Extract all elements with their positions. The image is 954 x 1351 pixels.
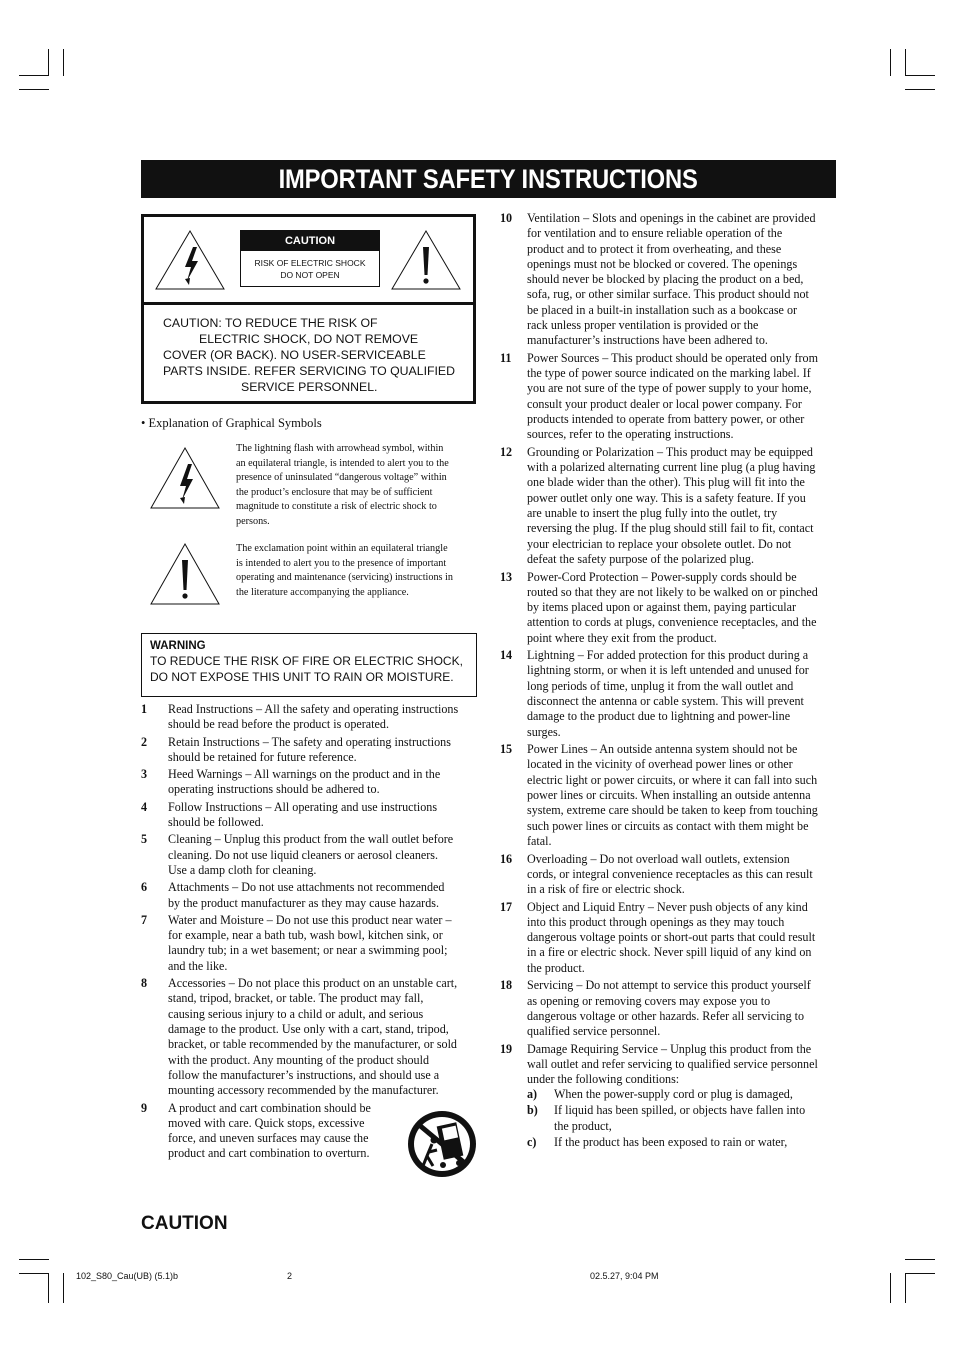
text-line: follow the manufacturer’s instructions, and should use a	[168, 1067, 440, 1082]
footer-page: 2	[287, 1271, 293, 1281]
item-text	[527, 351, 818, 443]
sub-condition-item	[527, 1103, 837, 1134]
text-line: disconnect the antenna or cable system. This will prevent	[527, 694, 804, 709]
text-line: The lightning flash with arrowhead symbol, within	[236, 443, 444, 454]
text-line: moved with care. Quick stops, excessive	[168, 1115, 365, 1130]
instruction-item	[500, 742, 840, 849]
title-bar	[141, 160, 836, 198]
instruction-item	[141, 702, 481, 733]
instruction-item	[500, 852, 840, 898]
text-line: point where they exit from the product.	[527, 630, 717, 645]
text-line: is intended to alert you to the presence of important	[236, 557, 447, 569]
text-line: Heed Warnings – All warnings on the product and in the	[168, 767, 441, 782]
text-line: in a risk of fire or electric shock.	[527, 882, 685, 897]
warning-title: WARNING	[150, 640, 206, 652]
item-number: 17	[500, 899, 513, 914]
item-text	[168, 702, 458, 733]
text-line: Power Sources – This product should be operated only from	[527, 350, 818, 365]
lightning-explanation	[236, 442, 476, 529]
instruction-item	[141, 913, 481, 974]
crop-mark	[19, 1273, 49, 1274]
text-line: The exclamation point within an equilateral triangle	[236, 543, 448, 554]
item-text	[168, 880, 444, 911]
text-line: should be read before the product is operated.	[168, 717, 389, 732]
caution-label	[240, 230, 380, 287]
item-text	[527, 1042, 818, 1088]
crop-mark	[905, 1273, 906, 1303]
sub-condition-item	[527, 1087, 837, 1102]
text-line: surges.	[527, 724, 561, 739]
text-line: rack unless proper ventilation is provided or the	[527, 318, 759, 333]
item-number: 7	[141, 912, 148, 927]
text-line: cleaning. Do not use liquid cleaners or aerosol cleaners.	[168, 847, 438, 862]
text-line: Grounding or Polarization – This product may be equipped	[527, 444, 813, 459]
text-line: your electrician to replace your obsolete outlet. Do not	[527, 536, 792, 551]
item-number: 4	[141, 799, 148, 814]
text-line: Overloading – Do not overload wall outlets, extension	[527, 851, 790, 866]
text-line: Damage Requiring Service – Unplug this product from the	[527, 1041, 812, 1056]
text-line: qualified service personnel.	[527, 1024, 661, 1039]
text-line: routed so that they are not likely to be walked on or pinched	[527, 584, 818, 599]
text-line: located in the vicinity of overhead power lines or other	[527, 757, 793, 772]
caution-line: PARTS INSIDE. REFER SERVICING TO QUALIFIED	[163, 364, 456, 378]
instruction-item	[141, 735, 481, 766]
item-text	[527, 852, 813, 898]
item-text	[554, 1087, 793, 1102]
caution-line: SERVICE PERSONNEL.	[241, 380, 378, 394]
text-line: by items placed upon or against them, paying particular	[527, 600, 797, 615]
text-line: the product’s enclosure that may be of sufficient	[236, 486, 433, 498]
text-line: sources, refer to the operating instructions.	[527, 427, 734, 442]
item-number: 8	[141, 976, 148, 991]
text-line: bracket, or table recommended by the manufacturer, or sold	[168, 1037, 457, 1052]
section-label: CAUTION	[141, 1213, 228, 1234]
text-line: attention to cords at plugs, convenience receptacles, and the	[527, 615, 817, 630]
instruction-item	[500, 351, 840, 443]
item-text	[168, 832, 453, 878]
text-line: product and cart combination to overturn.	[168, 1146, 370, 1161]
text-line: products intended to operate from battery power, or other	[527, 412, 805, 427]
text-line: should be retained for future reference.	[168, 749, 357, 764]
crop-mark	[48, 49, 49, 76]
text-line: defeat the safety purpose of the polarized plug.	[527, 551, 755, 566]
item-text	[168, 800, 437, 831]
item-text	[527, 648, 809, 740]
caution-label-line: RISK OF ELECTRIC SHOCK	[254, 258, 366, 268]
item-text	[527, 211, 816, 349]
item-text	[527, 900, 815, 976]
text-line: dangerous voltage or other hazards. Refer all servicing to	[527, 1008, 805, 1023]
text-line: an equilateral triangle, is intended to alert you to the	[236, 457, 449, 469]
lightning-triangle-icon	[154, 229, 226, 291]
page-title: IMPORTANT SAFETY INSTRUCTIONS	[278, 163, 699, 194]
instruction-item	[500, 978, 840, 1039]
text-line: presence of uninsulated “dangerous voltage” within	[236, 472, 447, 483]
text-line: laundry tub; in a wet basement; or near a swimming pool;	[168, 943, 448, 958]
text-line: reversing the plug. If the plug should still fail to fit, contact	[527, 521, 814, 536]
crop-mark	[63, 49, 64, 76]
text-line: If liquid has been spilled, or objects have fallen into	[554, 1103, 806, 1118]
text-line: Water and Moisture – Do not use this product near water –	[168, 912, 452, 927]
item-text	[527, 445, 815, 567]
exclamation-triangle-icon	[149, 542, 221, 606]
text-line: under the following conditions:	[527, 1072, 680, 1087]
text-line: Object and Liquid Entry – Never push objects of any kind	[527, 899, 808, 914]
text-line: power outlet only one way. This is a safety feature. If you	[527, 490, 806, 505]
caution-box-header	[144, 217, 473, 305]
instruction-item	[141, 832, 481, 878]
caution-label-line: DO NOT OPEN	[280, 270, 340, 280]
text-line: with a polarized alternating current line plug (a plug having	[527, 460, 816, 475]
text-line: you are not sure of the type of power supply to your home,	[527, 381, 812, 396]
text-line: openings must not be blocked or covered. The openings	[527, 256, 798, 271]
text-line: electric light or power circuits, or where it can fall into such	[527, 772, 818, 787]
instruction-item	[141, 800, 481, 831]
text-line: in a fire or electric shock. Never spill liquid of any kind on	[527, 945, 812, 960]
text-line: operating instructions should be adhered to.	[168, 782, 380, 797]
warning-line: DO NOT EXPOSE THIS UNIT TO RAIN OR MOISTURE.	[150, 670, 454, 684]
text-line: are unable to insert the plug fully into the outlet, try	[527, 506, 778, 521]
crop-mark	[63, 1273, 64, 1303]
item-text	[554, 1135, 787, 1150]
text-line: Read Instructions – All the safety and operating instructions	[168, 702, 459, 716]
crop-mark	[890, 49, 891, 76]
text-line: Cleaning – Unplug this product from the wall outlet before	[168, 832, 454, 847]
text-line: Lightning – For added protection for this product during a	[527, 648, 809, 663]
exclamation-explanation	[236, 542, 476, 600]
text-line: power lines or circuits. When installing an outside antenna	[527, 788, 811, 803]
text-line: consult your product dealer or local power company. For	[527, 396, 802, 411]
crop-mark	[48, 1273, 49, 1303]
item-number: 14	[500, 648, 513, 663]
text-line: the product,	[554, 1118, 612, 1133]
caution-label-sub	[241, 251, 379, 281]
item-text	[168, 913, 452, 974]
text-line: Follow Instructions – All operating and use instructions	[168, 799, 438, 814]
crop-mark	[905, 49, 906, 76]
item-number: 3	[141, 767, 148, 782]
text-line: Use a damp cloth for cleaning.	[168, 862, 317, 877]
text-line: dangerous voltage points or short-out parts that could result	[527, 930, 816, 945]
item-number: 2	[141, 734, 148, 749]
caution-line: CAUTION: TO REDUCE THE RISK OF	[163, 316, 378, 330]
item-number: 11	[500, 350, 512, 365]
text-line: magnitude to constitute a risk of electric shock to	[236, 501, 437, 512]
text-line: one blade wider than the other). This plug will fit into the	[527, 475, 805, 490]
warning-line: TO REDUCE THE RISK OF FIRE OR ELECTRIC SHOCK,	[150, 654, 463, 668]
text-line: the type of power source indicated on the marking label. If	[527, 366, 811, 381]
caution-label-title: CAUTION	[241, 231, 379, 251]
text-line: should never be blocked by placing the product on a bed,	[527, 272, 804, 287]
lightning-triangle-icon	[149, 446, 221, 510]
text-line: operating and maintenance (servicing) instructions in	[236, 572, 453, 583]
instruction-item	[500, 570, 840, 647]
item-text	[168, 735, 451, 766]
text-line: If the product has been exposed to rain or water,	[554, 1134, 788, 1149]
text-line: Servicing – Do not attempt to service this product yourself	[527, 978, 811, 993]
cart-tipover-icon	[407, 1110, 477, 1178]
exclamation-triangle-icon	[390, 229, 462, 291]
text-line: with the product. Any mounting of the product should	[168, 1052, 429, 1067]
crop-mark	[890, 1273, 891, 1303]
text-line: stand, tripod, bracket, or table. The product may fall,	[168, 991, 424, 1006]
item-number: 18	[500, 978, 513, 993]
item-number: 12	[500, 444, 513, 459]
item-number: c)	[527, 1134, 537, 1149]
instruction-item	[141, 976, 481, 1098]
instruction-item	[500, 648, 840, 740]
text-line: cords, or integral convenience receptacles as this can result	[527, 866, 813, 881]
text-line: Accessories – Do not place this product on an unstable cart,	[168, 976, 458, 991]
text-line: Attachments – Do not use attachments not recommended	[168, 880, 445, 895]
caution-box	[141, 214, 476, 404]
text-line: A product and cart combination should be	[168, 1100, 371, 1115]
item-number: 5	[141, 832, 148, 847]
crop-mark	[905, 1259, 935, 1260]
item-number: 6	[141, 880, 148, 895]
crop-mark	[19, 1259, 49, 1260]
item-text	[168, 1101, 371, 1162]
text-line: persons.	[236, 515, 270, 527]
item-text	[168, 767, 440, 798]
text-line: should be followed.	[168, 815, 264, 830]
text-line: damage to the product. Use only with a cart, stand, tripod,	[168, 1021, 449, 1036]
item-number: 16	[500, 851, 513, 866]
instruction-item	[500, 445, 840, 567]
symbols-heading: • Explanation of Graphical Symbols	[141, 416, 322, 430]
item-number: 19	[500, 1041, 513, 1056]
text-line: as opening or removing covers may expose you to	[527, 993, 771, 1008]
text-line: be placed in a built-in installation such as a bookcase or	[527, 302, 798, 317]
instruction-item	[500, 900, 840, 977]
crop-mark	[19, 75, 49, 76]
text-line: long periods of time, unplug it from the wall outlet and	[527, 678, 794, 693]
text-line: Ventilation – Slots and openings in the cabinet are provided	[527, 211, 816, 225]
text-line: the literature accompanying the appliance.	[236, 586, 409, 598]
text-line: sofa, rug, or other similar surface. This product should not	[527, 287, 809, 302]
text-line: into this product through openings as they may touch	[527, 914, 785, 929]
text-line: the product.	[527, 960, 585, 975]
item-number: 13	[500, 569, 513, 584]
instruction-item	[500, 211, 840, 349]
caution-text	[160, 315, 460, 395]
item-number: a)	[527, 1087, 538, 1101]
footer-date: 02.5.27, 9:04 PM	[590, 1271, 659, 1281]
text-line: causing serious injury to a child or adult, and serious	[168, 1006, 424, 1021]
footer-file: 102_S80_Cau(UB) (5.1)b	[76, 1271, 179, 1281]
text-line: Power-Cord Protection – Power-supply cords should be	[527, 569, 797, 584]
caution-line: COVER (OR BACK). NO USER-SERVICEABLE	[163, 348, 426, 362]
text-line: by the product manufacturer as they may cause hazards.	[168, 895, 439, 910]
text-line: for ventilation and to ensure reliable operation of the	[527, 226, 783, 241]
item-text	[554, 1103, 805, 1134]
item-number: b)	[527, 1103, 538, 1118]
crop-mark	[905, 89, 935, 90]
instruction-item	[141, 880, 481, 911]
text-line: product and to protect it from overheating, and these	[527, 241, 782, 256]
item-text	[168, 976, 457, 1098]
text-line: When the power-supply cord or plug is damaged,	[554, 1087, 793, 1101]
item-number: 9	[141, 1100, 148, 1115]
item-text	[527, 978, 811, 1039]
text-line: fatal.	[527, 833, 552, 848]
text-line: Power Lines – An outside antenna system should not be	[527, 742, 798, 757]
crop-mark	[19, 89, 49, 90]
text-line: lightning storm, or when it is left untended and unused for	[527, 663, 809, 678]
text-line: system, extreme care should be taken to keep from touching	[527, 803, 818, 818]
crop-mark	[905, 75, 935, 76]
instruction-item	[141, 767, 481, 798]
item-text	[527, 570, 818, 646]
text-line: for example, near a bath tub, wash bowl, kitchen sink, or	[168, 928, 443, 943]
item-number: 15	[500, 742, 513, 757]
text-line: force, and uneven surfaces may cause the	[168, 1131, 369, 1146]
text-line: Retain Instructions – The safety and operating instructions	[168, 734, 451, 749]
crop-mark	[905, 1273, 935, 1274]
instruction-item	[500, 1042, 840, 1088]
text-line: manufacturer’s instructions have been adhered to.	[527, 333, 768, 348]
text-line: wall outlet and refer servicing to qualified service personnel	[527, 1056, 818, 1071]
warning-box	[141, 633, 477, 697]
text-line: and the like.	[168, 958, 228, 973]
text-line: mounting accessory recommended by the manufacturer.	[168, 1083, 439, 1098]
text-line: such power lines or circuits as contact with them might be	[527, 818, 809, 833]
caution-line: ELECTRIC SHOCK, DO NOT REMOVE	[199, 332, 419, 346]
item-text	[527, 742, 818, 849]
item-number: 10	[500, 211, 513, 225]
text-line: damage to the product due to lightning and power-line	[527, 709, 791, 724]
item-number: 1	[141, 702, 148, 716]
sub-condition-item	[527, 1135, 837, 1150]
